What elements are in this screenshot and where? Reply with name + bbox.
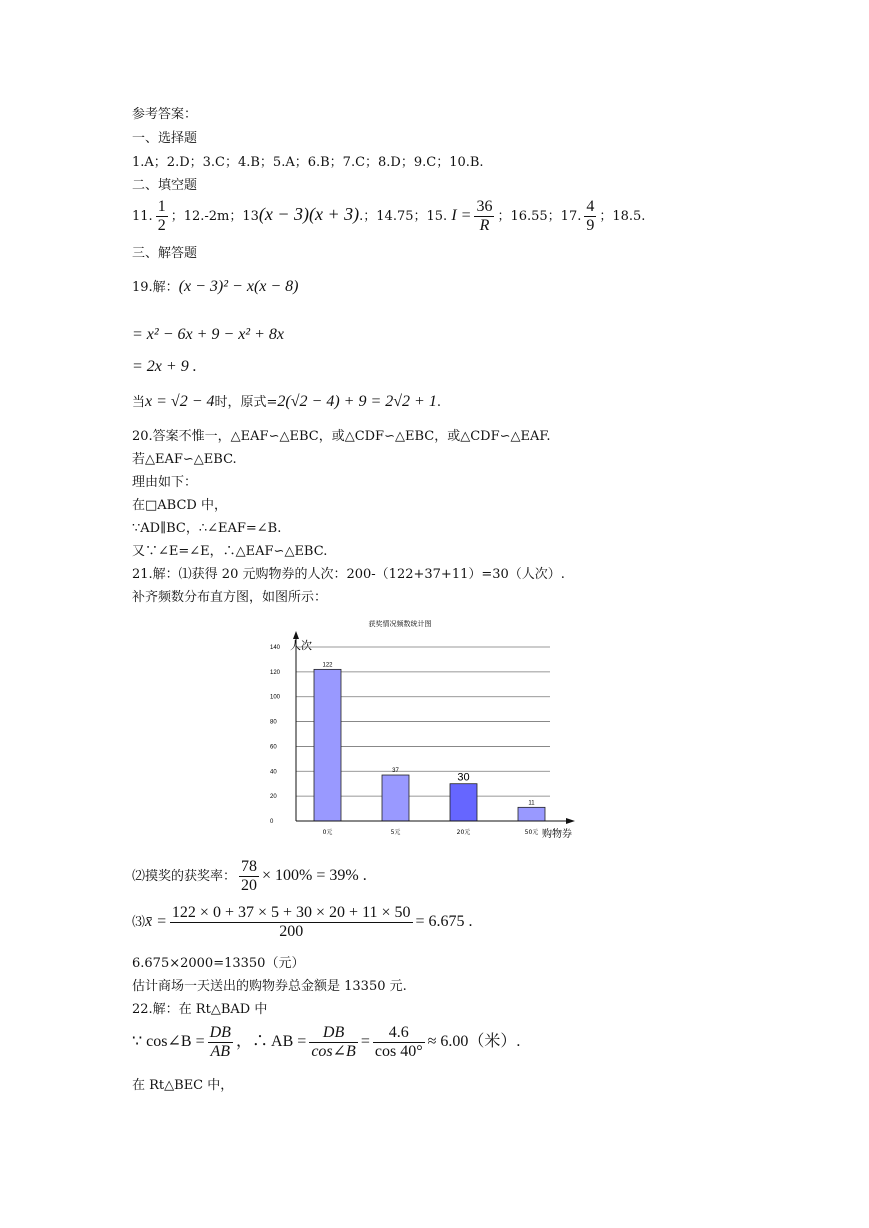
histogram-chart xyxy=(250,615,590,845)
y-tick-label: 120 xyxy=(270,669,281,676)
q20-line2: 若△EAF∽△EBC. xyxy=(132,452,237,467)
q22-line3: 在 Rt△BEC 中， xyxy=(132,1078,234,1093)
y-tick-label: 40 xyxy=(270,769,277,776)
q20-line1: 20.答案不惟一，△EAF∽△EBC，或△CDF∽△EBC，或△CDF∽△EAF. xyxy=(132,429,551,444)
bar-3 xyxy=(518,807,545,821)
q20-line4: 在□ABCD 中， xyxy=(132,498,227,513)
q17-fraction: $\frac{4}{9}$ xyxy=(586,198,595,234)
y-tick-label: 140 xyxy=(270,645,281,651)
chart-title: 获奖情况频数统计图 xyxy=(368,621,432,628)
q17-suffix: ；18.5. xyxy=(599,209,646,224)
choice-answers: 1.A；2.D；3.C；4.B；5.A；6.B；7.C；8.D；9.C；10.B. xyxy=(132,155,484,170)
y-tick-label: 60 xyxy=(270,744,277,751)
q21-line1: 21.解：⑴获得 20 元购物券的人次：200-（122+37+11）=30（人次）. xyxy=(132,567,565,582)
y-axis-label: 人次 xyxy=(290,639,312,652)
bar-1 xyxy=(382,775,409,821)
x-tick-label: 20元 xyxy=(456,829,471,836)
p3-fraction: $\frac{122 \times 0 + 37 \times 5 + 30 \times 20 + 11 \times 50}{200}$ xyxy=(171,904,411,940)
fill-answers xyxy=(132,196,645,235)
y-tick-label: 20 xyxy=(270,794,277,801)
q19-line2: = x² − 6x + 9 − x² + 8x xyxy=(132,326,284,343)
data-label: 11 xyxy=(528,800,535,807)
heading: 参考答案： xyxy=(132,107,198,122)
q21-line6: 估计商场一天送出的购物券总金额是 13350 元. xyxy=(132,979,407,994)
q13-suffix: .；14.75；15. xyxy=(359,209,448,224)
bar-0 xyxy=(314,669,341,821)
q21-line2: 补齐频数分布直方图，如图所示： xyxy=(132,590,328,605)
y-tick-label: 80 xyxy=(270,719,277,726)
data-label: 30 xyxy=(457,771,470,784)
x-tick-label: 50元 xyxy=(524,829,539,836)
q21-part2: ⑵摸奖的获奖率： $\frac{78}{20}$ × 100% = 39% . xyxy=(132,858,367,894)
x-tick-label: 0元 xyxy=(322,829,333,836)
x-axis-arrow xyxy=(566,818,575,824)
q20-line3: 理由如下： xyxy=(132,475,198,490)
q15-suffix: ；16.55；17. xyxy=(497,209,582,224)
q20-line5: ∵AD∥BC，∴∠EAF=∠B. xyxy=(132,521,282,536)
data-label: 37 xyxy=(392,768,399,775)
q19-line1: 19.解：(x − 3)² − x(x − 8) xyxy=(132,278,299,295)
q19-line4: 当x = √2 − 4时，原式=2(√2 − 4) + 9 = 2√2 + 1. xyxy=(132,393,441,410)
q21-line5: 6.675×2000=13350（元） xyxy=(132,956,305,971)
q15-lhs: I = xyxy=(451,207,472,224)
q11-suffix: ；12.-2m；13 xyxy=(170,209,259,224)
q19-line3: = 2x + 9 . xyxy=(132,358,197,375)
section-fill: 二、填空题 xyxy=(132,178,198,193)
q15-fraction: $\frac{36}{R}$ xyxy=(476,198,493,234)
q11-fraction: $\frac{1}{2}$ xyxy=(157,198,166,234)
y-axis-arrow xyxy=(293,631,299,639)
y-tick-label: 0 xyxy=(270,819,274,825)
q20-line6: 又∵∠E=∠E，∴△EAF∽△EBC. xyxy=(132,544,328,559)
q13-expression: (x − 3)(x + 3) xyxy=(258,204,360,224)
p2-fraction: $\frac{78}{20}$ xyxy=(241,858,258,894)
bar-2 xyxy=(450,784,477,821)
x-tick-label: 5元 xyxy=(390,829,401,836)
x-axis-label: 购物券 xyxy=(542,829,572,840)
q22-line2: ∵ cos∠B = $\frac{DB}{AB}$ ，∴ AB = $\frac{DB}{\cos\angle B}$ = $\frac{4.6}{\cos 40^\circ}$ ≈ 6.00（米）. xyxy=(132,1024,521,1060)
y-tick-label: 100 xyxy=(270,694,281,701)
q22-line1: 22.解：在 Rt△BAD 中 xyxy=(132,1002,268,1017)
section-solve: 三、解答题 xyxy=(132,246,198,261)
section-choice: 一、选择题 xyxy=(132,131,198,146)
q21-part3: ⑶x̄ = $\frac{122 \times 0 + 37 \times 5 + 30 \times 20 + 11 \times 50}{200}$ = 6.675 . xyxy=(132,904,473,940)
data-label: 122 xyxy=(322,662,333,669)
q11-prefix: 11. xyxy=(132,209,153,224)
